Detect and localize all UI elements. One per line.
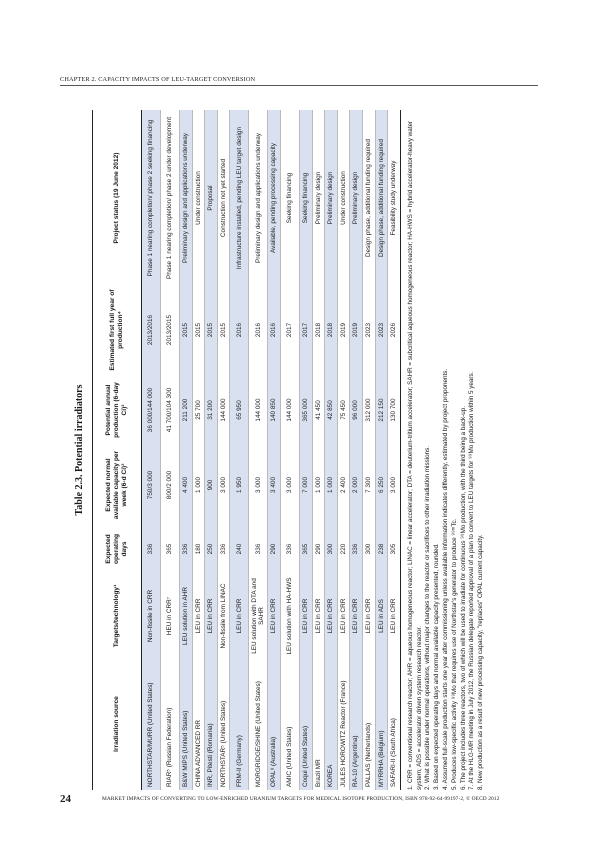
table-cell-source: CHINA ADVANCED RR xyxy=(192,658,205,790)
table-cell-source: NORTHSTAR/MURR (United States) xyxy=(142,658,161,790)
table-cell-tech: LEU solution in AHR xyxy=(180,574,193,658)
table-cell-weekly: 3 000 xyxy=(249,446,268,524)
table-cell-status: Infrastructure installed, pending LEU target design xyxy=(230,110,249,286)
table-cell-source: NORTHSTAR⁵ (United States) xyxy=(217,658,230,790)
table-cell-year: 2015 xyxy=(217,286,230,374)
table-cell-tech: LEU in CRR xyxy=(205,574,218,658)
table-row xyxy=(268,110,281,790)
table-cell-annual: 31 200 xyxy=(205,374,218,446)
table-cell-status: Feasibility study underway xyxy=(388,110,401,286)
table-note: 6. The project includes three reactors, two of which will be used to irradiate for continuous ⁹⁹Mo production, with the third being a back-up. xyxy=(459,406,467,790)
table-row xyxy=(375,110,388,790)
table-cell-weekly: 6 250 xyxy=(375,446,388,524)
rotated-table-region xyxy=(70,110,532,790)
table-cell-status: Phase 1 nearing completion/ phase 2 seeking financing xyxy=(142,110,161,286)
table-cell-status: Available, pending processing capacity xyxy=(268,110,281,286)
table-note: 8. New production as a result of new processing capacity, "replaces" OPAL current capacity. xyxy=(477,534,485,790)
table-cell-status: Seeking financing xyxy=(280,110,299,286)
table-cell-year: 2013/2016 xyxy=(142,286,161,374)
table-cell-weekly: 3 400 xyxy=(268,446,281,524)
table-cell-year: 2026 xyxy=(388,286,401,374)
column-header: Irradiation source xyxy=(93,658,142,790)
table-cell-days: 300 xyxy=(362,524,375,574)
table-cell-days: 365 xyxy=(299,524,312,574)
table-cell-tech: LEU in CRR xyxy=(325,574,338,658)
table-cell-tech: Non-fissile in CRR xyxy=(142,574,161,658)
table-cell-days: 240 xyxy=(230,524,249,574)
table-cell-annual: 41 700/104 300 xyxy=(161,374,180,446)
table-cell-year: 2023 xyxy=(362,286,375,374)
table-title: Table 2.3. Potential irradiators xyxy=(74,384,85,516)
table-cell-status: Preliminary design xyxy=(325,110,338,286)
table-cell-annual: 212 150 xyxy=(375,374,388,446)
table-row xyxy=(217,110,230,790)
table-cell-year: 2017 xyxy=(280,286,299,374)
table-cell-days: 300 xyxy=(325,524,338,574)
table-note: 1. CRR = conventional research reactor; AHR = aqueous homogeneous reactor; LINAC = linear accelerator; DTA = deuterium-tritium accelerator; SAHR = subcritical aqueous homogeneous reactor; HA-HWS = hybrid accelerator-heavy water system; ADS = accelerator driven system research reactor. xyxy=(406,120,423,790)
table-cell-tech: HEU in CRR⁷ xyxy=(161,574,180,658)
table-cell-days: 336 xyxy=(142,524,161,574)
table-cell-source: RA-10 (Argentina) xyxy=(350,658,363,790)
table-row xyxy=(142,110,161,790)
table-note: 5. Produces low-specific activity ⁹⁹Mo that requires use of Northstar's generator to produce ⁹⁹ᵐTc. xyxy=(450,518,458,790)
table-cell-days: 238 xyxy=(375,524,388,574)
table-cell-status: Preliminary design xyxy=(312,110,325,286)
table-cell-weekly: 1 000 xyxy=(325,446,338,524)
table-cell-source: SAFARI-II (South Africa) xyxy=(388,658,401,790)
table-cell-source: B&W MIPS (United States) xyxy=(180,658,193,790)
table-cell-annual: 144 000 xyxy=(280,374,299,446)
table-body xyxy=(142,110,401,790)
table-row xyxy=(161,110,180,790)
table-row xyxy=(337,110,350,790)
table-cell-days: 290 xyxy=(268,524,281,574)
column-header: Potential annual production (6-day Ci)³ xyxy=(93,374,142,446)
table-cell-annual: 41 450 xyxy=(312,374,325,446)
table-cell-weekly: 1 000 xyxy=(312,446,325,524)
table-cell-annual: 36 000/144 000 xyxy=(142,374,161,446)
table-cell-annual: 96 000 xyxy=(350,374,363,446)
table-cell-weekly: 3 000 xyxy=(217,446,230,524)
table-header-row xyxy=(93,110,142,790)
table-cell-source: RIAR⁵ (Russian Federation) xyxy=(161,658,180,790)
table-cell-year: 2013/2015 xyxy=(161,286,180,374)
column-header: Expected normal available capacity per week (6-d Ci)³ xyxy=(93,446,142,524)
table-cell-weekly: 7 300 xyxy=(362,446,375,524)
table-cell-status: Design phase, additional funding required xyxy=(362,110,375,286)
table-cell-status: Preliminary design xyxy=(350,110,363,286)
table-cell-year: 2018 xyxy=(325,286,338,374)
table-cell-weekly: 800/2 000 xyxy=(161,446,180,524)
table-cell-annual: 25 700 xyxy=(192,374,205,446)
table-cell-days: 220 xyxy=(337,524,350,574)
table-cell-tech: LEU in CRR xyxy=(299,574,312,658)
column-header: Expected operating days xyxy=(93,524,142,574)
table-cell-status: Preliminary design and applications underway xyxy=(180,110,193,286)
chapter-header: CHAPTER 2. CAPACITY IMPACTS OF LEU-TARGET CONVERSION xyxy=(60,76,538,86)
table-note: 3. Based on expected operating days and normal available capacity presented, rounded. xyxy=(433,543,441,790)
table-cell-source: OPAL⁸ (Australia) xyxy=(268,658,281,790)
table-cell-annual: 130 700 xyxy=(388,374,401,446)
table-cell-weekly: 3 000 xyxy=(280,446,299,524)
table-container xyxy=(70,110,532,790)
table-cell-days: 305 xyxy=(388,524,401,574)
column-header: Targets/technology¹ xyxy=(93,574,142,658)
table-row xyxy=(312,110,325,790)
table-row xyxy=(362,110,375,790)
table-cell-weekly: 7 000 xyxy=(299,446,312,524)
table-cell-source: Coqui (United States) xyxy=(299,658,312,790)
table-cell-weekly: 4 400 xyxy=(180,446,193,524)
table-row xyxy=(205,110,218,790)
table-cell-source: PALLAS (Netherlands) xyxy=(362,658,375,790)
table-cell-status: Preliminary design and applications underway xyxy=(249,110,268,286)
table-cell-year: 2017 xyxy=(299,286,312,374)
table-cell-year: 2015 xyxy=(192,286,205,374)
table-cell-annual: 312 000 xyxy=(362,374,375,446)
table-cell-annual: 140 850 xyxy=(268,374,281,446)
table-row xyxy=(249,110,268,790)
page-number: 24 xyxy=(60,793,71,805)
table-cell-source: Brazil MR xyxy=(312,658,325,790)
table-cell-year: 2016 xyxy=(230,286,249,374)
table-row xyxy=(299,110,312,790)
table-cell-status: Construction not yet started xyxy=(217,110,230,286)
table-cell-tech: LEU in CRR xyxy=(337,574,350,658)
table-cell-weekly: 1 000 xyxy=(192,446,205,524)
footer-text: MARKET IMPACTS OF CONVERTING TO LOW-ENRICHED URANIUM TARGETS FOR MEDICAL ISOTOPE PRODUCTION, ISBN 978-92-64-99197-2, © OECD 2012 xyxy=(102,796,500,802)
table-cell-tech: LEU in CRR xyxy=(192,574,205,658)
table-cell-source: INR, Pitesti (Romania) xyxy=(205,658,218,790)
table-cell-status: Under construction xyxy=(192,110,205,286)
table-cell-weekly: 2 000 xyxy=(350,446,363,524)
table-row xyxy=(192,110,205,790)
table-cell-weekly: 750/3 000 xyxy=(142,446,161,524)
column-header: Project status (19 June 2012) xyxy=(93,110,142,286)
table-cell-year: 2015 xyxy=(205,286,218,374)
irradiators-table xyxy=(92,110,401,790)
table-row xyxy=(325,110,338,790)
table-cell-annual: 365 000 xyxy=(299,374,312,446)
table-cell-tech: LEU in CRR xyxy=(350,574,363,658)
table-cell-status: Proposal xyxy=(205,110,218,286)
table-row xyxy=(230,110,249,790)
table-note: 2. What is possible under normal operations, without major changes to the reactor or sacrifices to other irradiation missions. xyxy=(424,445,432,790)
table-cell-year: 2019 xyxy=(337,286,350,374)
table-cell-tech: LEU in CRR xyxy=(230,574,249,658)
table-cell-year: 2019 xyxy=(350,286,363,374)
table-cell-status: Design phase, additional funding required xyxy=(375,110,388,286)
table-cell-status: Seeking financing xyxy=(299,110,312,286)
table-cell-annual: 65 950 xyxy=(230,374,249,446)
table-cell-days: 336 xyxy=(350,524,363,574)
table-cell-source: MYRRHA (Belgium) xyxy=(375,658,388,790)
table-cell-source: AMIC (United States) xyxy=(280,658,299,790)
table-cell-annual: 144 000 xyxy=(217,374,230,446)
table-cell-weekly: 900 xyxy=(205,446,218,524)
table-cell-days: 365 xyxy=(161,524,180,574)
table-cell-tech: LEU in CRR xyxy=(312,574,325,658)
table-cell-days: 336 xyxy=(249,524,268,574)
table-cell-tech: LEU in CRR xyxy=(388,574,401,658)
table-notes xyxy=(407,110,486,790)
table-cell-tech: LEU in ADS xyxy=(375,574,388,658)
table-cell-year: 2016 xyxy=(268,286,281,374)
table-cell-tech: LEU solution with DTA and SAHR xyxy=(249,574,268,658)
table-cell-days: 336 xyxy=(217,524,230,574)
table-cell-annual: 42 850 xyxy=(325,374,338,446)
table-note: 4. Assumed full-scale production starts one year after commissioning unless available information indicates differently, estimated by project proponents. xyxy=(441,368,449,790)
table-cell-days: 290 xyxy=(312,524,325,574)
table-cell-days: 250 xyxy=(205,524,218,574)
table-row xyxy=(280,110,299,790)
table-row xyxy=(350,110,363,790)
table-cell-source: KOREA xyxy=(325,658,338,790)
table-cell-year: 2016 xyxy=(249,286,268,374)
table-cell-days: 336 xyxy=(280,524,299,574)
table-row xyxy=(180,110,193,790)
table-cell-source: MORGRIDGE/SHINE (United States) xyxy=(249,658,268,790)
table-cell-status: Phase 1 nearing completion/ phase 2 under development xyxy=(161,110,180,286)
table-cell-tech: Non-fissile from LINAC xyxy=(217,574,230,658)
table-cell-annual: 75 450 xyxy=(337,374,350,446)
table-cell-weekly: 3 000 xyxy=(388,446,401,524)
table-cell-days: 180 xyxy=(192,524,205,574)
table-cell-days: 336 xyxy=(180,524,193,574)
table-cell-year: 2023 xyxy=(375,286,388,374)
column-header: Estimated first full year of production⁴ xyxy=(93,286,142,374)
table-cell-status: Under construction xyxy=(337,110,350,286)
table-cell-year: 2018 xyxy=(312,286,325,374)
table-cell-weekly: 1 950 xyxy=(230,446,249,524)
table-cell-year: 2015 xyxy=(180,286,193,374)
table-cell-weekly: 2 400 xyxy=(337,446,350,524)
table-cell-annual: 144 000 xyxy=(249,374,268,446)
table-cell-tech: LEU in CRR xyxy=(362,574,375,658)
table-note: 7. At the HLG-MR meeting in July 2012, the Russian delegate reported approval of a plan to convert to LEU targets for ⁹⁹Mo production within 5 years. xyxy=(468,371,476,790)
table-cell-tech: LEU in CRR xyxy=(268,574,281,658)
table-cell-tech: LEU solution with HA-HWS xyxy=(280,574,299,658)
table-row xyxy=(388,110,401,790)
table-cell-source: FRM-II (Germany) xyxy=(230,658,249,790)
table-cell-annual: 211 200 xyxy=(180,374,193,446)
table-cell-source: JULES HOROWITZ Reactor (France) xyxy=(337,658,350,790)
